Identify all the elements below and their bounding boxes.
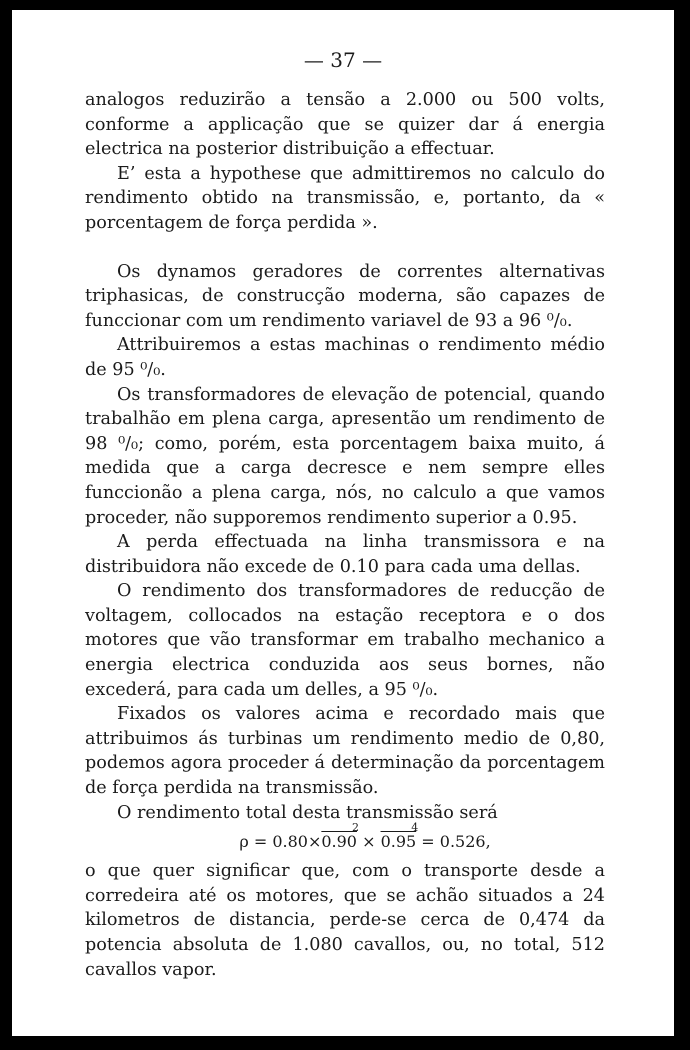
paragraph-6: A perda effectuada na linha transmissora e na distribuidora não excede de 0.10 para cada uma dellas.	[85, 532, 605, 577]
formula-rhs: = 0.526,	[416, 832, 491, 852]
paragraph-1: analogos reduzirão a tensão a 2.000 ou 500 volts, conforme a applicação que se quizer dar á energia electrica na posterior distribuição a effectuar.	[85, 90, 605, 160]
body-text	[85, 88, 605, 982]
formula-times: ×	[356, 832, 381, 852]
book-page	[12, 10, 674, 1036]
formula-term-2-base: 0.95	[380, 832, 417, 852]
paragraph-5: Os transformadores de elevação de potencial, quando trabalhão em plena carga, apresentão um rendimento de 98 ⁰/₀; como, porém, esta porcentagem baixa muito, á medida que a carga decresce e nem sempre elles funccionão a plena carga, nós, no calculo a que vamos proceder, não supporemos rendimento superior a 0.95.	[85, 384, 605, 528]
paragraph-4: Attribuiremos a estas machinas o rendimento médio de 95 ⁰/₀.	[85, 335, 605, 380]
paragraph-8: Fixados os valores acima e recordado mais que attribuimos ás turbinas um rendimento medio de 0,80, podemos agora proceder á determinação da porcentagem de força perdida na transmissão.	[85, 704, 605, 799]
efficiency-formula	[125, 821, 605, 853]
closing-paragraph: o que quer significar que, com o transporte desde a corredeira até os motores, que se achão situados a 24 kilometros de distancia, perde-se cerca de 0,474 da potencia absoluta de 1.080 cavallos, ou, no total, 512 cavallos vapor.	[85, 861, 605, 980]
paragraph-3: Os dynamos geradores de correntes alternativas triphasicas, de construcção moderna, são capazes de funccionar com um rendimento variavel de 93 a 96 ⁰/₀.	[85, 261, 605, 331]
formula-exponent-2: 4	[411, 821, 419, 835]
page-number: — 37 —	[303, 48, 383, 72]
formula-term-1	[321, 821, 359, 853]
paragraph-9: O rendimento total desta transmissão será	[117, 802, 498, 823]
formula-term-1-base: 0.90	[321, 832, 357, 852]
formula-lhs: ρ = 0.80×	[239, 832, 322, 852]
formula-term-2	[380, 821, 419, 853]
formula-exponent-1: 2	[351, 821, 359, 835]
paragraph-2: E’ esta a hypothese que admittiremos no calculo do rendimento obtido na transmissão, e, portanto, da « porcentagem de força perdida ».	[85, 163, 605, 233]
paragraph-7: O rendimento dos transformadores de reducção de voltagem, collocados na estação receptora e o dos motores que vão transformar em trabalho mechanico a energia electrica conduzida aos seus bornes, não excederá, para cada um delles, a 95 ⁰/₀.	[85, 581, 605, 700]
